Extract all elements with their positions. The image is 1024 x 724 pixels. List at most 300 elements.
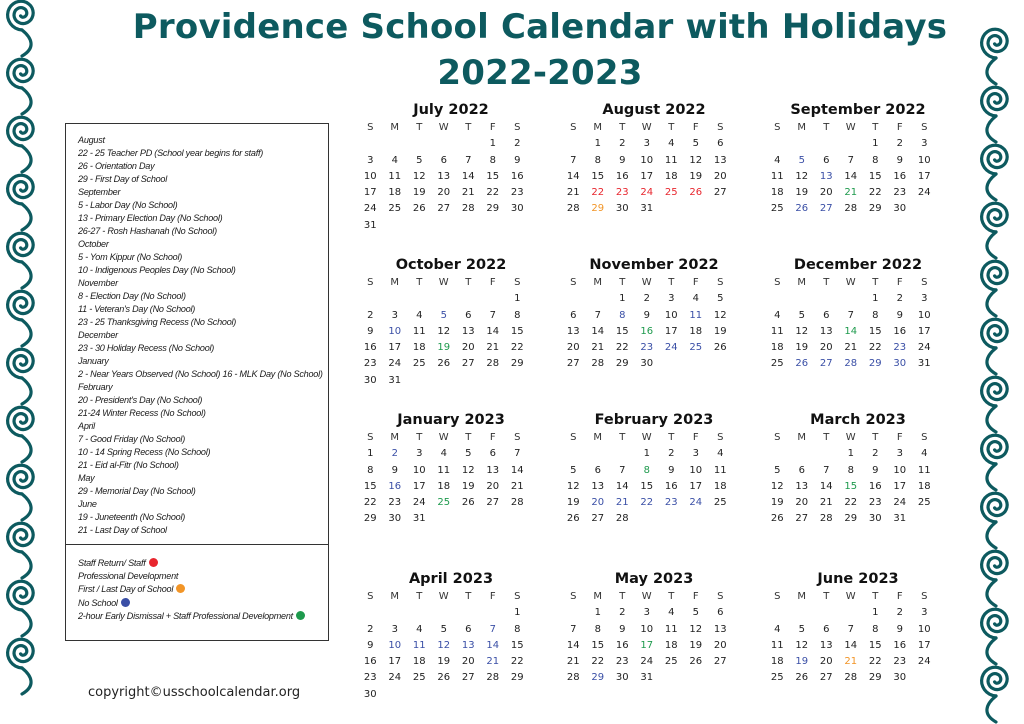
- day-cell: 9: [668, 464, 675, 476]
- swirl-spiral: [8, 59, 34, 88]
- day-cell: 16: [664, 480, 678, 492]
- day-cell: 2: [643, 293, 650, 305]
- month-calendar: [358, 255, 530, 389]
- event-line: May: [78, 473, 95, 483]
- day-cell: 25: [689, 342, 703, 354]
- day-cell: 12: [437, 325, 451, 337]
- day-cell: 26: [770, 513, 784, 525]
- weekday-header: F: [489, 591, 496, 602]
- day-cell: 22: [486, 187, 500, 199]
- day-cell: 2: [619, 607, 626, 619]
- day-cell: 25: [388, 203, 402, 215]
- legend-item: [78, 570, 328, 583]
- day-cell: 17: [893, 480, 907, 492]
- day-cell: 21: [461, 187, 475, 199]
- weekday-header: T: [416, 122, 423, 133]
- day-cell: 9: [367, 639, 374, 651]
- day-cell: 16: [893, 325, 907, 337]
- empty-cell: [814, 605, 839, 621]
- weekday-header: S: [717, 122, 724, 133]
- day-cell: 1: [872, 607, 879, 619]
- day-cell: 22: [844, 497, 858, 509]
- day-cell: 16: [510, 170, 524, 182]
- weekday-header: M: [797, 122, 807, 133]
- day-cell: 26: [713, 342, 727, 354]
- empty-cell: [358, 605, 383, 621]
- month-calendar: [765, 100, 937, 218]
- weekday-header: T: [668, 591, 675, 602]
- day-cell: 28: [844, 203, 858, 215]
- day-cell: 18: [713, 480, 727, 492]
- swirl-connector: [987, 406, 996, 432]
- day-cell: 29: [591, 672, 605, 684]
- day-cell: 6: [798, 464, 805, 476]
- day-cell: 4: [774, 309, 781, 321]
- event-line: 29 - First Day of School: [78, 174, 168, 184]
- swirl-connector: [987, 232, 996, 258]
- month-title: April 2023: [408, 571, 494, 587]
- day-cell: 31: [640, 672, 654, 684]
- day-cell: 30: [868, 513, 882, 525]
- swirl-spiral: [8, 349, 34, 378]
- day-cell: 16: [640, 325, 654, 337]
- day-cell: 8: [872, 309, 879, 321]
- month-title: January 2023: [397, 412, 505, 428]
- day-cell: 3: [416, 448, 423, 460]
- day-cell: 3: [391, 623, 398, 635]
- day-cell: 30: [363, 688, 377, 700]
- day-cell: 5: [416, 154, 423, 166]
- day-cell: 21: [819, 497, 833, 509]
- weekday-header: T: [619, 432, 626, 443]
- weekday-header: T: [465, 432, 472, 443]
- copyright-text: copyright©usschoolcalendar.org: [88, 685, 301, 700]
- day-cell: 2: [367, 309, 374, 321]
- weekday-header: F: [489, 277, 496, 288]
- swirl-connector: [987, 290, 996, 316]
- month-days-grid: [561, 430, 733, 528]
- day-cell: 28: [844, 672, 858, 684]
- event-line: 11 - Veteran's Day (No School): [78, 304, 196, 314]
- day-cell: 20: [461, 656, 475, 668]
- day-cell: 5: [440, 309, 447, 321]
- weekday-header: S: [921, 277, 928, 288]
- day-cell: 27: [461, 672, 475, 684]
- month-days-grid: [358, 275, 530, 389]
- swirl-connector: [22, 610, 31, 636]
- page-subtitle-year: 2022-2023: [437, 53, 643, 93]
- legend-item: [78, 610, 328, 623]
- day-cell: 28: [844, 358, 858, 370]
- day-cell: 10: [917, 309, 931, 321]
- day-cell: 6: [823, 623, 830, 635]
- day-cell: 28: [486, 672, 500, 684]
- weekday-header: F: [692, 277, 699, 288]
- weekday-header: T: [416, 591, 423, 602]
- legend-label: No School: [78, 597, 118, 608]
- day-cell: 7: [465, 154, 472, 166]
- weekday-header: M: [797, 432, 807, 443]
- weekday-header: S: [570, 122, 577, 133]
- day-cell: 8: [514, 623, 521, 635]
- empty-cell: [432, 605, 457, 621]
- day-cell: 25: [770, 358, 784, 370]
- empty-cell: [586, 446, 611, 462]
- empty-cell: [407, 136, 432, 152]
- day-cell: 11: [412, 639, 426, 651]
- swirl-connector: [22, 552, 31, 578]
- event-line: December: [78, 330, 118, 340]
- day-cell: 4: [717, 448, 724, 460]
- day-cell: 3: [692, 448, 699, 460]
- empty-cell: [432, 291, 457, 307]
- day-cell: 17: [917, 170, 931, 182]
- day-cell: 19: [437, 342, 451, 354]
- day-cell: 2: [896, 138, 903, 150]
- weekday-header: S: [774, 432, 781, 443]
- weekday-header: M: [797, 591, 807, 602]
- swirl-connector: [987, 580, 996, 606]
- empty-cell: [358, 291, 383, 307]
- event-line: 5 - Yom Kippur (No School): [78, 252, 183, 262]
- day-cell: 29: [844, 513, 858, 525]
- day-cell: 4: [391, 154, 398, 166]
- day-cell: 13: [819, 639, 833, 651]
- weekday-header: T: [416, 277, 423, 288]
- day-cell: 26: [566, 513, 580, 525]
- events-list: [65, 123, 329, 545]
- day-cell: 29: [591, 203, 605, 215]
- day-cell: 13: [795, 480, 809, 492]
- day-cell: 8: [514, 309, 521, 321]
- weekday-header: T: [465, 277, 472, 288]
- day-cell: 27: [461, 358, 475, 370]
- day-cell: 2: [896, 607, 903, 619]
- day-cell: 24: [363, 203, 377, 215]
- day-cell: 29: [868, 672, 882, 684]
- day-cell: 25: [770, 203, 784, 215]
- day-cell: 6: [717, 138, 724, 150]
- day-cell: 21: [844, 342, 858, 354]
- weekday-header: T: [619, 122, 626, 133]
- day-cell: 10: [689, 464, 703, 476]
- legend: [65, 544, 329, 641]
- weekday-header: T: [668, 122, 675, 133]
- day-cell: 2: [872, 448, 879, 460]
- legend-item: [78, 583, 328, 596]
- day-cell: 12: [412, 170, 426, 182]
- day-cell: 12: [689, 154, 703, 166]
- swirl-border-right-icon: [974, 0, 1024, 724]
- weekday-header: S: [367, 122, 374, 133]
- day-cell: 26: [795, 358, 809, 370]
- day-cell: 5: [798, 623, 805, 635]
- day-cell: 10: [893, 464, 907, 476]
- day-cell: 19: [795, 342, 809, 354]
- legend-label: 2-hour Early Dismissal + Staff Professional Development: [78, 610, 293, 621]
- day-cell: 8: [847, 464, 854, 476]
- day-cell: 11: [664, 623, 678, 635]
- weekday-header: S: [717, 432, 724, 443]
- weekday-header: M: [593, 591, 603, 602]
- month-title: September 2022: [790, 102, 926, 118]
- empty-cell: [481, 291, 506, 307]
- day-cell: 3: [921, 607, 928, 619]
- swirl-connector: [987, 348, 996, 374]
- event-line: February: [78, 382, 113, 392]
- weekday-header: M: [797, 277, 807, 288]
- event-line: 2 - Near Years Observed (No School) 16 - MLK Day (No School): [78, 369, 323, 379]
- day-cell: 11: [770, 170, 784, 182]
- swirl-spiral: [982, 609, 1008, 638]
- day-cell: 28: [566, 203, 580, 215]
- day-cell: 31: [412, 513, 426, 525]
- day-cell: 24: [412, 497, 426, 509]
- day-cell: 7: [489, 309, 496, 321]
- day-cell: 2: [367, 623, 374, 635]
- day-cell: 19: [461, 480, 475, 492]
- day-cell: 14: [486, 325, 500, 337]
- day-cell: 9: [619, 623, 626, 635]
- day-cell: 29: [486, 203, 500, 215]
- day-cell: 20: [566, 342, 580, 354]
- day-cell: 14: [510, 464, 524, 476]
- day-cell: 10: [388, 639, 402, 651]
- day-cell: 7: [514, 448, 521, 460]
- swirl-connector: [987, 522, 996, 548]
- empty-cell: [383, 291, 408, 307]
- day-cell: 14: [566, 639, 580, 651]
- swirl-connector: [22, 320, 31, 346]
- day-cell: 10: [917, 623, 931, 635]
- day-cell: 8: [367, 464, 374, 476]
- day-cell: 30: [893, 358, 907, 370]
- day-cell: 21: [510, 480, 524, 492]
- day-cell: 7: [823, 464, 830, 476]
- empty-cell: [839, 136, 864, 152]
- event-line: 20 - President's Day (No School): [78, 395, 203, 405]
- day-cell: 25: [412, 358, 426, 370]
- day-cell: 20: [795, 497, 809, 509]
- event-line: 23 - 25 Thanksgiving Recess (No School): [78, 317, 237, 327]
- legend-label: Staff Return/ Staff: [78, 558, 146, 568]
- day-cell: 15: [363, 480, 377, 492]
- day-cell: 10: [388, 325, 402, 337]
- day-cell: 19: [566, 497, 580, 509]
- day-cell: 27: [566, 358, 580, 370]
- day-cell: 21: [844, 187, 858, 199]
- day-cell: 15: [868, 325, 882, 337]
- weekday-header: S: [570, 432, 577, 443]
- weekday-header: W: [641, 277, 652, 288]
- day-cell: 25: [664, 187, 678, 199]
- day-cell: 22: [868, 656, 882, 668]
- day-cell: 6: [489, 448, 496, 460]
- day-cell: 22: [640, 497, 654, 509]
- weekday-header: T: [872, 432, 879, 443]
- weekday-header: T: [619, 591, 626, 602]
- month-days-grid: [358, 120, 530, 234]
- empty-cell: [765, 446, 790, 462]
- swirl-spiral: [8, 465, 34, 494]
- day-cell: 4: [774, 154, 781, 166]
- day-cell: 6: [570, 309, 577, 321]
- weekday-header: S: [774, 122, 781, 133]
- day-cell: 21: [486, 342, 500, 354]
- day-cell: 15: [591, 170, 605, 182]
- day-cell: 28: [591, 358, 605, 370]
- day-cell: 12: [795, 170, 809, 182]
- day-cell: 25: [412, 672, 426, 684]
- day-cell: 1: [619, 293, 626, 305]
- day-cell: 12: [566, 480, 580, 492]
- month-title: June 2023: [817, 571, 899, 587]
- day-cell: 14: [615, 480, 629, 492]
- day-cell: 16: [363, 656, 377, 668]
- swirl-connector: [987, 696, 996, 722]
- empty-cell: [839, 605, 864, 621]
- day-cell: 11: [437, 464, 451, 476]
- event-line: 7 - Good Friday (No School): [78, 434, 185, 444]
- day-cell: 17: [689, 480, 703, 492]
- day-cell: 27: [819, 358, 833, 370]
- swirl-spiral: [982, 493, 1008, 522]
- weekday-header: W: [438, 591, 449, 602]
- empty-cell: [814, 291, 839, 307]
- swirl-connector: [22, 262, 31, 288]
- day-cell: 19: [412, 187, 426, 199]
- day-cell: 10: [640, 154, 654, 166]
- day-cell: 18: [770, 342, 784, 354]
- day-cell: 11: [713, 464, 727, 476]
- empty-cell: [790, 291, 815, 307]
- legend-item: [78, 557, 328, 570]
- day-cell: 1: [489, 138, 496, 150]
- weekday-header: F: [896, 591, 903, 602]
- day-cell: 16: [388, 480, 402, 492]
- weekday-header: S: [570, 277, 577, 288]
- day-cell: 23: [893, 187, 907, 199]
- day-cell: 19: [689, 639, 703, 651]
- swirl-connector: [22, 88, 31, 114]
- day-cell: 11: [917, 464, 931, 476]
- day-cell: 25: [713, 497, 727, 509]
- day-cell: 15: [510, 639, 524, 651]
- weekday-header: S: [774, 277, 781, 288]
- weekday-header: S: [514, 591, 521, 602]
- legend-label: First / Last Day of School: [78, 584, 174, 595]
- swirl-connector: [22, 30, 31, 56]
- day-cell: 24: [388, 358, 402, 370]
- day-cell: 3: [391, 309, 398, 321]
- day-cell: 11: [664, 154, 678, 166]
- day-cell: 5: [798, 309, 805, 321]
- weekday-header: F: [692, 432, 699, 443]
- day-cell: 1: [594, 138, 601, 150]
- day-cell: 11: [770, 325, 784, 337]
- weekday-header: S: [367, 277, 374, 288]
- swirl-connector: [987, 174, 996, 200]
- day-cell: 30: [893, 203, 907, 215]
- event-line: 26-27 - Rosh Hashanah (No School): [78, 226, 217, 236]
- month-days-grid: [765, 430, 937, 528]
- day-cell: 31: [893, 513, 907, 525]
- weekday-header: W: [438, 277, 449, 288]
- month-days-grid: [358, 430, 530, 528]
- event-line: 21 - Eid al-Fitr (No School): [78, 460, 179, 470]
- day-cell: 27: [819, 672, 833, 684]
- day-cell: 27: [713, 656, 727, 668]
- day-cell: 26: [412, 203, 426, 215]
- day-cell: 16: [893, 639, 907, 651]
- day-cell: 20: [819, 187, 833, 199]
- day-cell: 6: [465, 623, 472, 635]
- day-cell: 9: [896, 309, 903, 321]
- weekday-header: T: [872, 122, 879, 133]
- day-cell: 7: [847, 154, 854, 166]
- day-cell: 25: [917, 497, 931, 509]
- day-cell: 19: [770, 497, 784, 509]
- day-cell: 2: [514, 138, 521, 150]
- empty-cell: [586, 291, 611, 307]
- day-cell: 6: [823, 154, 830, 166]
- day-cell: 30: [510, 203, 524, 215]
- day-cell: 25: [437, 497, 451, 509]
- day-cell: 9: [619, 154, 626, 166]
- day-cell: 20: [819, 342, 833, 354]
- weekday-header: S: [717, 591, 724, 602]
- event-line: 8 - Election Day (No School): [78, 291, 186, 301]
- day-cell: 19: [689, 170, 703, 182]
- day-cell: 29: [868, 203, 882, 215]
- day-cell: 18: [917, 480, 931, 492]
- day-cell: 7: [570, 154, 577, 166]
- weekday-header: T: [872, 277, 879, 288]
- swirl-spiral: [982, 319, 1008, 348]
- day-cell: 28: [510, 497, 524, 509]
- event-line: 21-24 Winter Recess (No School): [78, 408, 206, 418]
- weekday-header: S: [921, 591, 928, 602]
- day-cell: 11: [412, 325, 426, 337]
- day-cell: 13: [437, 170, 451, 182]
- day-cell: 30: [893, 672, 907, 684]
- swirl-spiral: [8, 233, 34, 262]
- day-cell: 11: [689, 309, 703, 321]
- day-cell: 18: [664, 639, 678, 651]
- day-cell: 27: [437, 203, 451, 215]
- day-cell: 22: [868, 342, 882, 354]
- event-line: October: [78, 239, 109, 249]
- legend-label: Professional Development: [78, 571, 179, 582]
- event-line: 19 - Juneteenth (No School): [78, 512, 185, 522]
- weekday-header: M: [390, 277, 400, 288]
- weekday-header: S: [367, 591, 374, 602]
- day-cell: 8: [619, 309, 626, 321]
- swirl-connector: [22, 204, 31, 230]
- day-cell: 30: [615, 672, 629, 684]
- day-cell: 20: [819, 656, 833, 668]
- event-line: 21 - Last Day of School: [78, 525, 167, 535]
- day-cell: 3: [668, 293, 675, 305]
- day-cell: 1: [643, 448, 650, 460]
- day-cell: 5: [798, 154, 805, 166]
- weekday-header: T: [465, 122, 472, 133]
- weekday-header: S: [367, 432, 374, 443]
- swirl-spiral: [8, 639, 34, 668]
- empty-cell: [407, 605, 432, 621]
- day-cell: 23: [363, 358, 377, 370]
- swirl-connector: [22, 436, 31, 462]
